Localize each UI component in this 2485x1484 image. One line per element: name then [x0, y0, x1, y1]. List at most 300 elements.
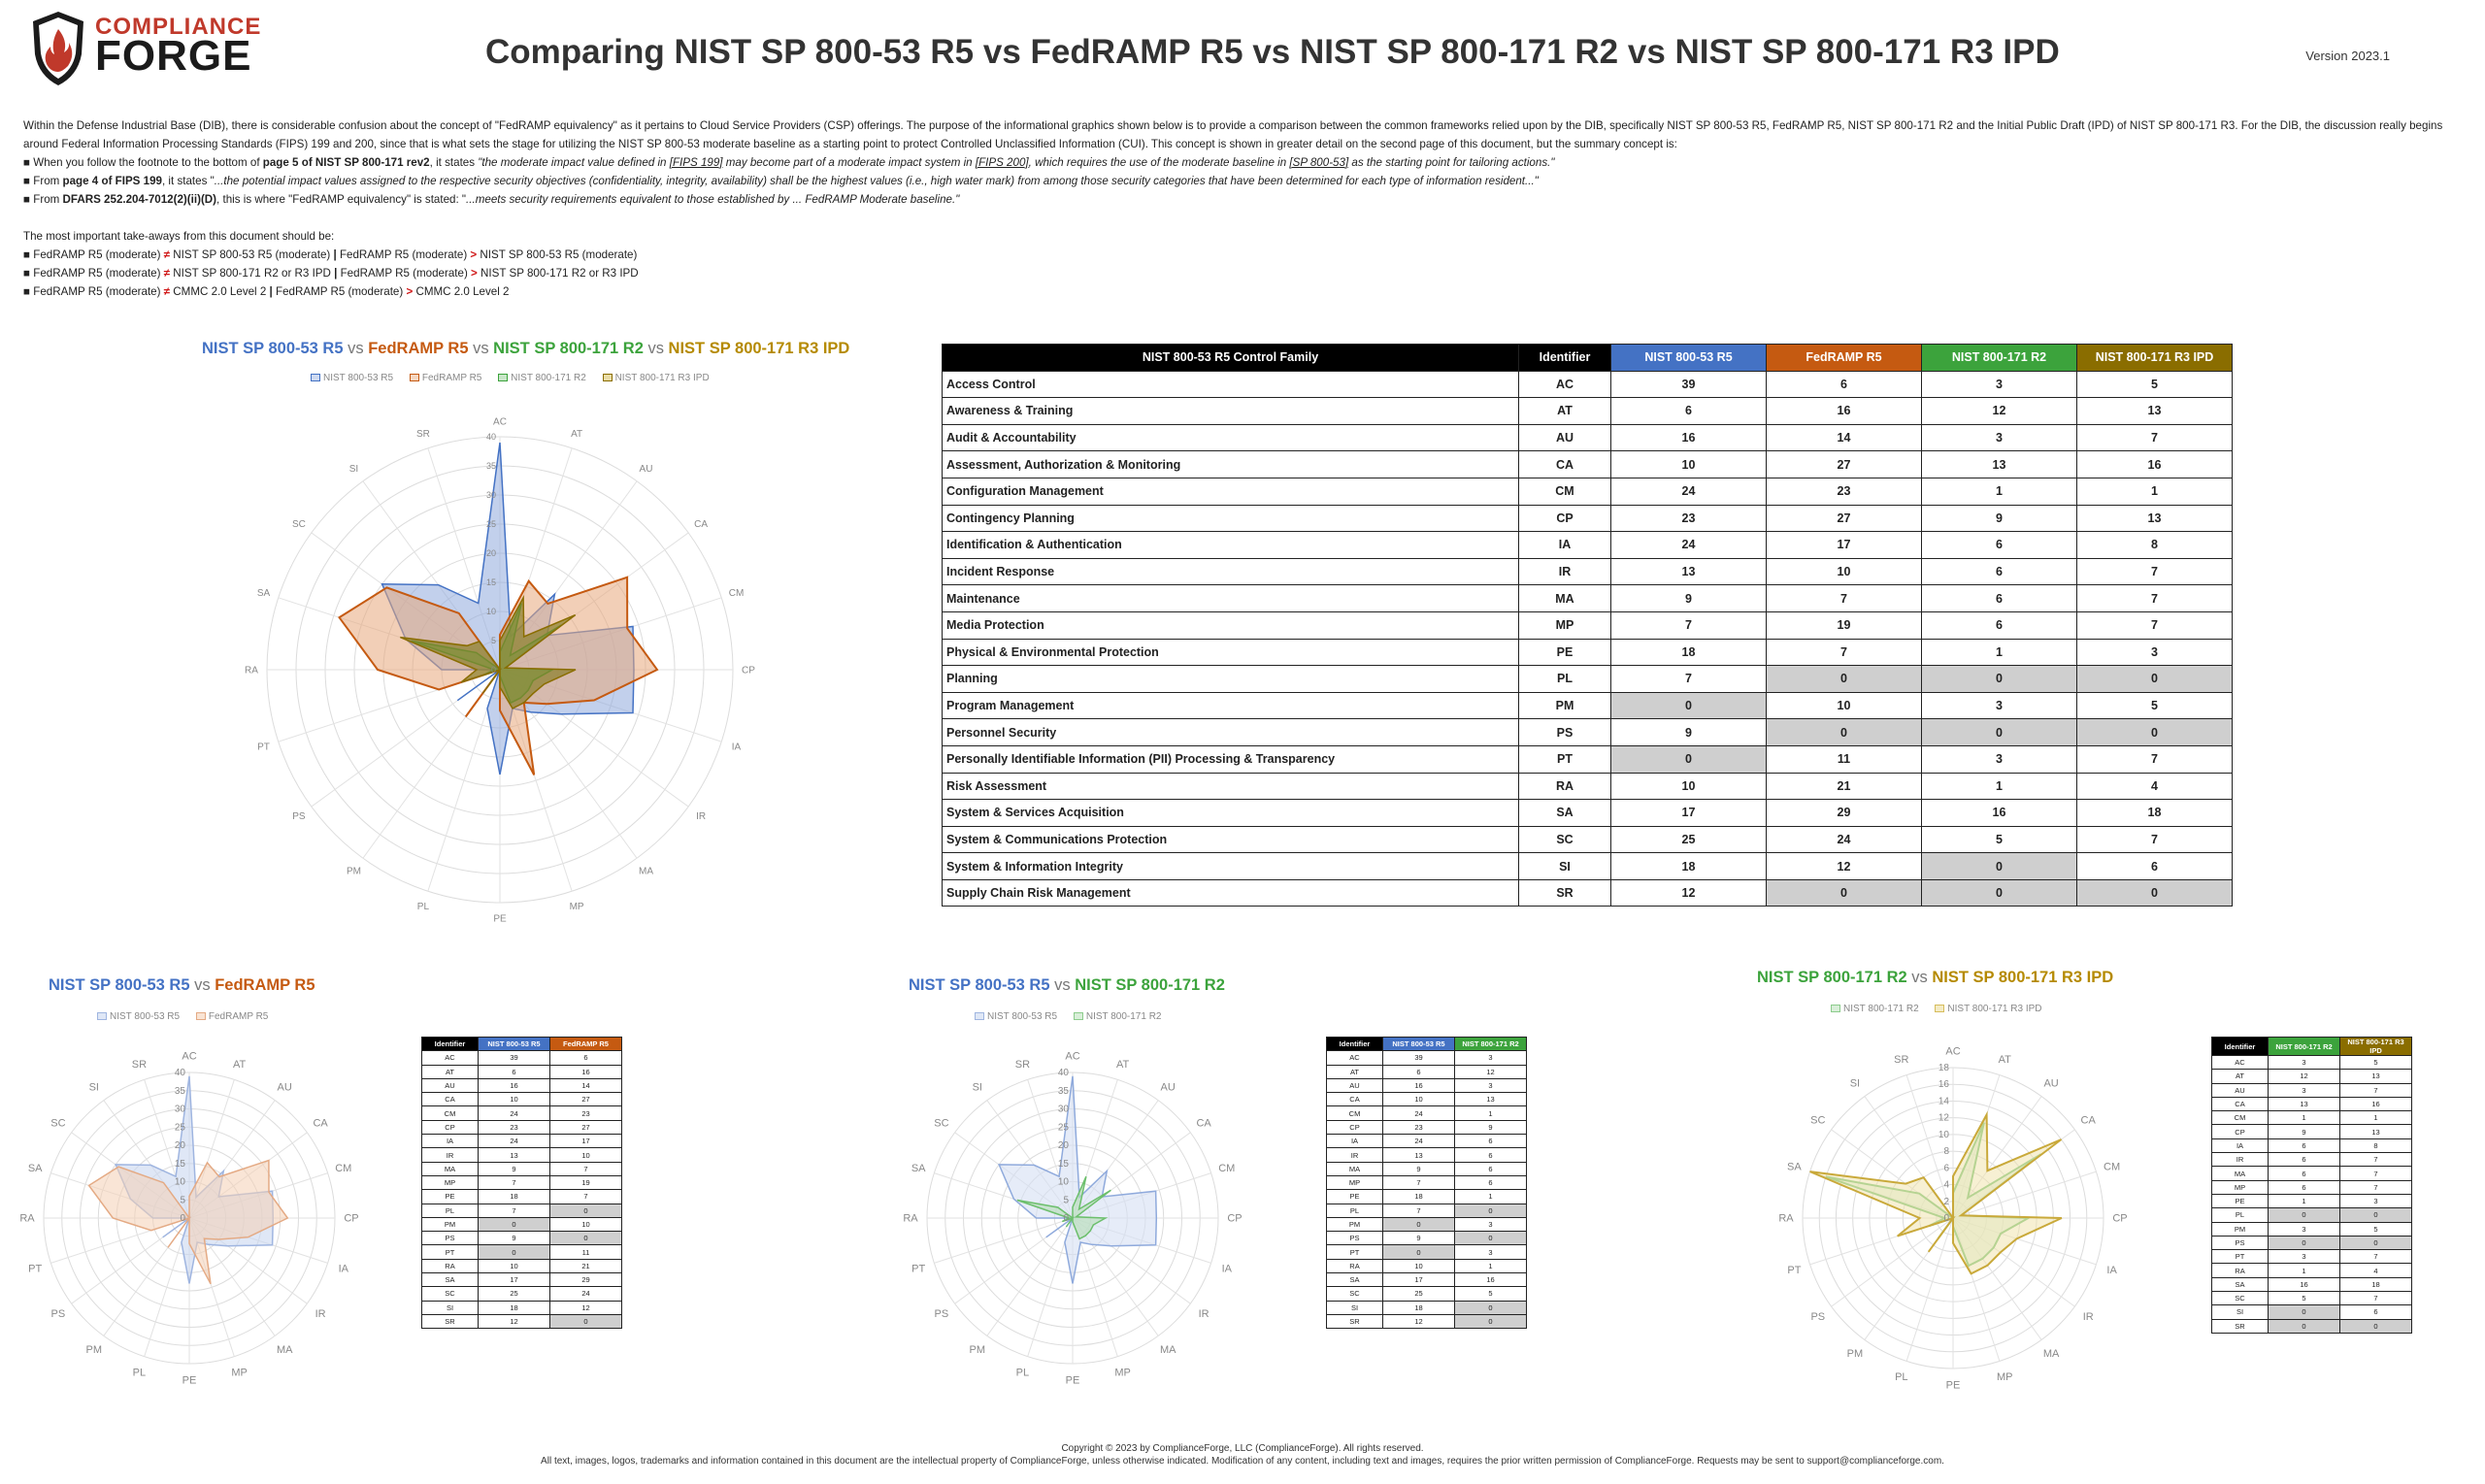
count-cell: 3: [1922, 692, 2077, 719]
count-cell: 17: [479, 1273, 550, 1287]
radar-category-label: AT: [571, 428, 583, 440]
radar-category-label: AC: [493, 416, 507, 428]
count-cell: 18: [2340, 1277, 2412, 1291]
identifier-cell: AT: [422, 1065, 479, 1078]
identifier-cell: PS: [1327, 1232, 1383, 1245]
bullet-marker: ■: [23, 267, 31, 280]
count-cell: 24: [1383, 1135, 1455, 1148]
radar-category-label: AT: [1998, 1054, 2011, 1067]
count-cell: 8: [2340, 1138, 2412, 1152]
legend-item: [410, 373, 482, 383]
count-cell: 7: [479, 1204, 550, 1217]
identifier-cell: MA: [1327, 1162, 1383, 1175]
count-cell: 5: [2269, 1292, 2340, 1305]
table-row: [943, 639, 2233, 666]
table-row: [422, 1065, 622, 1078]
count-cell: 10: [550, 1148, 622, 1162]
identifier-cell: IR: [1327, 1148, 1383, 1162]
count-cell: 0: [2077, 666, 2233, 693]
count-cell: 12: [1767, 853, 1922, 880]
table-row: [422, 1190, 622, 1204]
identifier-cell: PE: [1519, 639, 1611, 666]
count-cell: 11: [550, 1245, 622, 1259]
radar-category-label: SI: [1849, 1077, 1861, 1090]
count-cell: 6: [1611, 398, 1767, 425]
count-cell: 39: [479, 1051, 550, 1065]
count-cell: 17: [550, 1135, 622, 1148]
identifier-cell: SA: [422, 1273, 479, 1287]
count-cell: 6: [1455, 1162, 1527, 1175]
table-header-cell: NIST 800-53 R5: [479, 1038, 550, 1051]
table-row: [943, 532, 2233, 559]
count-cell: 7: [550, 1162, 622, 1175]
control-family-cell: Contingency Planning: [943, 505, 1519, 532]
table-row: [2212, 1208, 2412, 1222]
count-cell: 16: [1767, 398, 1922, 425]
count-cell: 13: [2269, 1097, 2340, 1110]
radar-category-label: MA: [276, 1343, 293, 1356]
count-cell: 18: [1383, 1190, 1455, 1204]
radar-category-label: PE: [1945, 1379, 1961, 1392]
count-cell: 21: [1767, 773, 1922, 800]
table-row: [422, 1078, 622, 1092]
header-nist53: NIST 800-53 R5: [1611, 345, 1767, 372]
greater-than-symbol: >: [406, 285, 414, 298]
radar-category-label: SC: [50, 1117, 66, 1130]
identifier-cell: IR: [422, 1148, 479, 1162]
radar-spoke: [934, 1218, 1073, 1263]
table-row: [2212, 1056, 2412, 1070]
radar-tick-label: 10: [174, 1176, 185, 1188]
radar-category-label: SA: [256, 588, 271, 600]
table-header-row: [943, 345, 2233, 372]
table-row: [2212, 1236, 2412, 1249]
takeaway-1: [23, 246, 2469, 264]
count-cell: 6: [2077, 853, 2233, 880]
table-row: [1327, 1232, 1527, 1245]
title-part: NIST SP 800-53 R5: [909, 976, 1050, 994]
table-row: [2212, 1125, 2412, 1138]
intro-bullet-fips199: [23, 172, 2469, 190]
radar-tick-label: 16: [1938, 1079, 1949, 1091]
count-cell: 7: [2077, 424, 2233, 451]
count-cell: 10: [1611, 451, 1767, 478]
identifier-cell: CA: [1327, 1093, 1383, 1106]
radar-category-label: IA: [731, 742, 742, 753]
count-cell: 14: [550, 1078, 622, 1092]
table-header-cell: Identifier: [2212, 1038, 2269, 1056]
count-cell: 3: [2269, 1056, 2340, 1070]
legend-item: [311, 373, 393, 383]
count-cell: 0: [2077, 879, 2233, 907]
radar-tick-label: 5: [180, 1195, 185, 1206]
count-cell: 1: [2269, 1111, 2340, 1125]
identifier-cell: SC: [422, 1287, 479, 1301]
count-cell: 18: [2077, 800, 2233, 827]
count-cell: 0: [1383, 1217, 1455, 1231]
table-row: [2212, 1319, 2412, 1333]
identifier-cell: IA: [1327, 1135, 1383, 1148]
count-cell: 0: [2340, 1236, 2412, 1249]
count-cell: 9: [479, 1232, 550, 1245]
count-cell: 7: [1611, 666, 1767, 693]
radar-tick-label: 18: [1938, 1063, 1949, 1073]
count-cell: 3: [2269, 1222, 2340, 1236]
table-row: [943, 398, 2233, 425]
radar-category-label: SR: [131, 1058, 148, 1071]
fips199-link[interactable]: [FIPS 199]: [669, 156, 723, 169]
identifier-cell: MA: [1519, 585, 1611, 612]
count-cell: 12: [2269, 1070, 2340, 1083]
table-row: [422, 1135, 622, 1148]
count-cell: 9: [1455, 1120, 1527, 1134]
identifier-cell: CP: [422, 1120, 479, 1134]
chart2-legend: [975, 1011, 1176, 1022]
radar-tick-label: 25: [485, 519, 496, 529]
count-cell: 0: [1922, 666, 2077, 693]
radar-tick-label: 25: [174, 1122, 185, 1134]
control-family-cell: Access Control: [943, 371, 1519, 398]
identifier-cell: SA: [1327, 1273, 1383, 1287]
identifier-cell: PM: [1327, 1217, 1383, 1231]
table-row: [943, 853, 2233, 880]
count-cell: 10: [550, 1217, 622, 1231]
table-row: [943, 505, 2233, 532]
table-header-cell: Identifier: [422, 1038, 479, 1051]
count-cell: 7: [2077, 745, 2233, 773]
radar-category-label: SI: [972, 1081, 983, 1094]
count-cell: 7: [1383, 1204, 1455, 1217]
table-row: [1327, 1162, 1527, 1175]
table-row: [1327, 1051, 1527, 1065]
legend-label: NIST 800-171 R3 IPD: [1947, 1004, 2042, 1014]
identifier-cell: CM: [2212, 1111, 2269, 1125]
table-row: [422, 1232, 622, 1245]
radar-category-label: PT: [257, 742, 270, 753]
radar-tick-label: 5: [490, 636, 496, 645]
table-row: [2212, 1070, 2412, 1083]
count-cell: 0: [550, 1232, 622, 1245]
separator: |: [330, 267, 341, 280]
identifier-cell: AU: [2212, 1083, 2269, 1097]
count-cell: 6: [2269, 1153, 2340, 1167]
count-cell: 11: [1767, 745, 1922, 773]
identifier-cell: RA: [1519, 773, 1611, 800]
count-cell: 0: [2340, 1319, 2412, 1333]
table-row: [943, 371, 2233, 398]
header-identifier: Identifier: [1519, 345, 1611, 372]
count-cell: 7: [1767, 639, 1922, 666]
radar-tick-label: 5: [1063, 1195, 1069, 1206]
intro-text: [23, 116, 2469, 301]
takeaway-2: [23, 264, 2469, 282]
count-cell: 12: [1611, 879, 1767, 907]
title-part: NIST SP 800-171 R3 IPD: [1932, 969, 2114, 986]
radar-category-label: PE: [493, 913, 507, 925]
control-family-cell: Incident Response: [943, 558, 1519, 585]
table-header-cell: NIST 800-171 R2: [1455, 1038, 1527, 1051]
sp80053-link[interactable]: [SP 800-53]: [1289, 156, 1349, 169]
table-row: [2212, 1264, 2412, 1277]
count-cell: 3: [1455, 1245, 1527, 1259]
radar-tick-label: 6: [1943, 1163, 1949, 1174]
header-control-family: NIST 800-53 R5 Control Family: [943, 345, 1519, 372]
count-cell: 6: [550, 1051, 622, 1065]
radar-tick-label: 40: [1057, 1068, 1069, 1078]
count-cell: 6: [1455, 1175, 1527, 1189]
chart3-title: [1757, 969, 2113, 987]
table-header-row: [1327, 1038, 1527, 1051]
legend-label: NIST 800-171 R2: [1843, 1004, 1919, 1014]
radar-category-label: PS: [50, 1307, 66, 1320]
radar-category-label: MA: [2042, 1347, 2060, 1360]
takeaways-heading: The most important take-aways from this document should be:: [23, 230, 335, 243]
count-cell: 16: [1611, 424, 1767, 451]
radar-category-label: AU: [2043, 1077, 2059, 1090]
count-cell: 23: [1383, 1120, 1455, 1134]
chart1-table: [421, 1037, 622, 1329]
separator: |: [330, 248, 340, 261]
radar-category-label: PM: [1846, 1347, 1864, 1360]
table-row: [2212, 1167, 2412, 1180]
complianceforge-logo: [27, 6, 280, 89]
radar-category-label: PM: [969, 1343, 986, 1356]
table-header-cell: Identifier: [1327, 1038, 1383, 1051]
radar-category-label: SI: [348, 464, 359, 476]
table-row: [1327, 1093, 1527, 1106]
count-cell: 27: [550, 1120, 622, 1134]
radar-category-label: RA: [903, 1212, 918, 1225]
table-row: [422, 1148, 622, 1162]
count-cell: 9: [1922, 505, 2077, 532]
count-cell: 16: [1383, 1078, 1455, 1092]
count-cell: 10: [1383, 1093, 1455, 1106]
takeaway-text: NIST SP 800-53 R5 (moderate): [477, 248, 638, 261]
radar-category-label: PL: [1015, 1367, 1030, 1379]
count-cell: 0: [1767, 719, 1922, 746]
count-cell: 19: [550, 1175, 622, 1189]
bullet-quote: ...the potential impact values assigned to the respective security objectives (confidentiality, integrity, availability) shall be the highest values (i.e., high water mark) from among those security categories that have been determined for each type of information resident...": [214, 175, 1539, 187]
count-cell: 13: [1611, 558, 1767, 585]
count-cell: 12: [550, 1301, 622, 1314]
legend-label: NIST 800-53 R5: [987, 1011, 1058, 1022]
radar-category-label: SA: [911, 1163, 926, 1175]
version-label: Version 2023.1: [2305, 49, 2390, 63]
radar-spoke: [1906, 1218, 1953, 1361]
count-cell: 1: [2340, 1111, 2412, 1125]
control-family-cell: Personally Identifiable Information (PII) Processing & Transparency: [943, 745, 1519, 773]
control-family-cell: Audit & Accountability: [943, 424, 1519, 451]
count-cell: 16: [550, 1065, 622, 1078]
count-cell: 1: [1922, 773, 2077, 800]
count-cell: 13: [1922, 451, 2077, 478]
main-radar-chart: [233, 403, 767, 937]
identifier-cell: PS: [2212, 1236, 2269, 1249]
identifier-cell: CA: [1519, 451, 1611, 478]
not-equal-symbol: ≠: [163, 285, 171, 298]
identifier-cell: SR: [2212, 1319, 2269, 1333]
count-cell: 7: [2077, 611, 2233, 639]
table-row: [2212, 1083, 2412, 1097]
count-cell: 0: [1455, 1204, 1527, 1217]
identifier-cell: CM: [422, 1106, 479, 1120]
count-cell: 39: [1611, 371, 1767, 398]
identifier-cell: PL: [422, 1204, 479, 1217]
count-cell: 16: [2077, 451, 2233, 478]
table-row: [943, 692, 2233, 719]
table-header-row: [422, 1038, 622, 1051]
title-part: NIST SP 800-171 R2: [493, 340, 644, 357]
table-row: [422, 1245, 622, 1259]
table-row: [2212, 1097, 2412, 1110]
title-part: FedRAMP R5: [215, 976, 315, 994]
count-cell: 13: [479, 1148, 550, 1162]
table-row: [1327, 1259, 1527, 1272]
bullet-quote: may become part of a moderate impact system in: [722, 156, 976, 169]
table-row: [1327, 1273, 1527, 1287]
count-cell: 0: [1611, 745, 1767, 773]
title-part: NIST SP 800-53 R5: [202, 340, 344, 357]
identifier-cell: PE: [2212, 1194, 2269, 1207]
title-part: FedRAMP R5: [368, 340, 469, 357]
bullet-marker: ■: [23, 156, 31, 169]
count-cell: 23: [1767, 478, 1922, 505]
bullet-quote: as the starting point for tailoring actions.": [1348, 156, 1555, 169]
legend-label: NIST 800-53 R5: [323, 373, 394, 383]
count-cell: 7: [2077, 558, 2233, 585]
count-cell: 10: [1611, 773, 1767, 800]
radar-category-label: SC: [291, 518, 306, 530]
control-family-cell: System & Information Integrity: [943, 853, 1519, 880]
not-equal-symbol: ≠: [163, 248, 171, 261]
count-cell: 3: [2269, 1250, 2340, 1264]
table-header-cell: NIST 800-53 R5: [1383, 1038, 1455, 1051]
logo-text-compliance: COMPLIANCE: [95, 14, 262, 40]
count-cell: 25: [1611, 826, 1767, 853]
count-cell: 3: [1455, 1217, 1527, 1231]
radar-category-label: CM: [2104, 1161, 2121, 1173]
identifier-cell: IA: [422, 1135, 479, 1148]
identifier-cell: PT: [1519, 745, 1611, 773]
count-cell: 12: [479, 1314, 550, 1328]
radar-category-label: IA: [2106, 1264, 2117, 1276]
identifier-cell: CM: [1519, 478, 1611, 505]
radar-category-label: SA: [1787, 1161, 1802, 1173]
radar-category-label: IR: [315, 1307, 326, 1320]
legend-label: NIST 800-171 R2: [1085, 1011, 1162, 1022]
page-title: Comparing NIST SP 800-53 R5 vs FedRAMP R5 vs NIST SP 800-171 R2 vs NIST SP 800-171 R3 IPD: [485, 33, 2060, 71]
table-row: [422, 1051, 622, 1065]
count-cell: 5: [2340, 1222, 2412, 1236]
radar-tick-label: 40: [174, 1068, 185, 1078]
table-row: [1327, 1301, 1527, 1314]
table-row: [2212, 1222, 2412, 1236]
radar-category-label: CP: [1227, 1212, 1242, 1225]
table-row: [943, 826, 2233, 853]
count-cell: 7: [1383, 1175, 1455, 1189]
radar-category-label: AC: [1065, 1050, 1080, 1063]
radar-category-label: PT: [28, 1263, 43, 1275]
radar-category-label: SC: [934, 1117, 949, 1130]
count-cell: 24: [1611, 478, 1767, 505]
count-cell: 1: [2269, 1264, 2340, 1277]
identifier-cell: SC: [2212, 1292, 2269, 1305]
identifier-cell: PT: [1327, 1245, 1383, 1259]
table-row: [422, 1175, 622, 1189]
takeaway-text: NIST SP 800-171 R2 or R3 IPD: [477, 267, 639, 280]
radar-category-label: SC: [1810, 1114, 1826, 1127]
radar-category-label: PL: [416, 901, 430, 912]
count-cell: 6: [1767, 371, 1922, 398]
table-row: [943, 585, 2233, 612]
radar-tick-label: 10: [485, 607, 496, 616]
main-chart-legend: [311, 373, 723, 383]
control-family-cell: Planning: [943, 666, 1519, 693]
identifier-cell: AT: [2212, 1070, 2269, 1083]
table-row: [422, 1162, 622, 1175]
radar-category-label: CP: [742, 665, 755, 676]
takeaway-text: FedRAMP R5 (moderate): [276, 285, 407, 298]
count-cell: 3: [2077, 639, 2233, 666]
radar-category-label: PS: [292, 810, 306, 822]
count-cell: 6: [1455, 1135, 1527, 1148]
bullet-quote: "the moderate impact value defined in: [478, 156, 670, 169]
identifier-cell: RA: [2212, 1264, 2269, 1277]
radar-spoke: [1832, 1218, 1953, 1306]
radar-tick-label: 8: [1943, 1146, 1949, 1158]
table-row: [2212, 1180, 2412, 1194]
count-cell: 6: [1922, 532, 2077, 559]
table-row: [943, 611, 2233, 639]
radar-tick-label: 15: [1057, 1158, 1069, 1170]
count-cell: 0: [2269, 1305, 2340, 1319]
count-cell: 4: [2077, 773, 2233, 800]
count-cell: 6: [1922, 558, 2077, 585]
chart3-table: [2211, 1037, 2412, 1334]
table-row: [943, 800, 2233, 827]
fips200-link[interactable]: [FIPS 200]: [975, 156, 1029, 169]
count-cell: 6: [1455, 1148, 1527, 1162]
title-part: NIST SP 800-171 R2: [1757, 969, 1907, 986]
legend-item: [603, 373, 710, 383]
control-family-cell: Personnel Security: [943, 719, 1519, 746]
table-header-cell: NIST 800-171 R2: [2269, 1038, 2340, 1056]
takeaway-text: FedRAMP R5 (moderate): [33, 285, 164, 298]
radar-category-label: IR: [1198, 1307, 1209, 1320]
count-cell: 5: [1455, 1287, 1527, 1301]
count-cell: 27: [1767, 505, 1922, 532]
table-row: [1327, 1120, 1527, 1134]
count-cell: 7: [2340, 1292, 2412, 1305]
table-header-cell: FedRAMP R5: [550, 1038, 622, 1051]
count-cell: 0: [550, 1204, 622, 1217]
radar-tick-label: 15: [174, 1158, 185, 1170]
radar-category-label: CP: [2112, 1212, 2128, 1225]
identifier-cell: SI: [2212, 1305, 2269, 1319]
takeaway-text: NIST SP 800-53 R5 (moderate): [170, 248, 331, 261]
count-cell: 7: [1611, 611, 1767, 639]
table-header-cell: NIST 800-171 R3 IPD: [2340, 1038, 2412, 1056]
radar-category-label: PS: [934, 1307, 949, 1320]
radar-tick-label: 10: [1938, 1129, 1949, 1140]
table-row: [1327, 1078, 1527, 1092]
radar-category-label: MP: [1114, 1367, 1131, 1379]
radar-category-label: PT: [1787, 1264, 1802, 1276]
bullet-bold: DFARS 252.204-7012(2)(ii)(D): [62, 193, 217, 206]
header: [0, 0, 2485, 107]
table-row: [2212, 1277, 2412, 1291]
radar-tick-label: 2: [1943, 1196, 1949, 1207]
